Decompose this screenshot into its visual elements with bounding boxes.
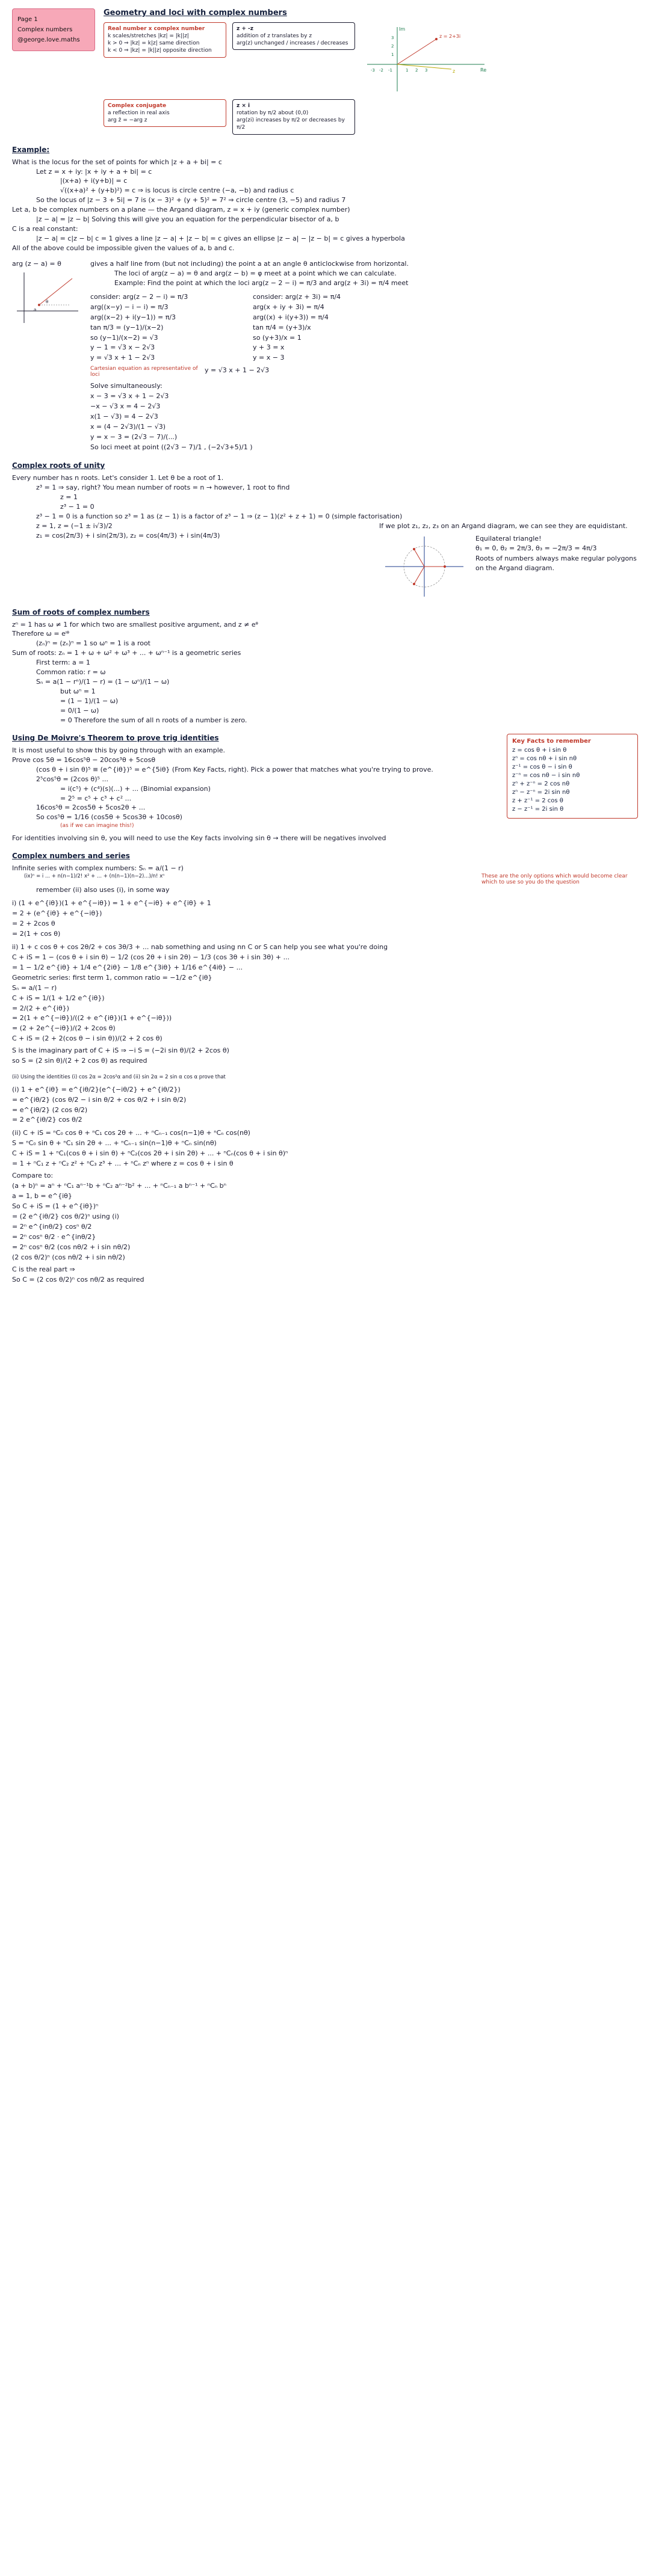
example-locus-line-1: |(x+a) + i(y+b)| = c	[60, 177, 128, 185]
fin-16: (2 cos θ/2)ⁿ (cos nθ/2 + i sin nθ/2)	[12, 1253, 125, 1261]
svg-text:2: 2	[415, 68, 418, 73]
svg-text:1: 1	[391, 52, 394, 57]
definition-row-2	[104, 99, 638, 135]
example-locus-line-2: √((x+a)² + (y+b)²) = c ⇒ is locus is circle centre (−a, −b) and radius c	[60, 186, 294, 195]
arg-left-0: consider: arg(z − 2 − i) = π/3	[90, 292, 188, 301]
section-roots-unity	[12, 461, 638, 600]
dm-8: (as if we can imagine this!)	[60, 823, 134, 829]
ss-10: = 2/(2 + e^{iθ})	[12, 1004, 69, 1012]
nav-item-handle[interactable]: @george.love.maths	[17, 37, 80, 43]
fin-14: = 2ⁿ cosⁿ θ/2 · e^{inθ/2}	[12, 1232, 96, 1241]
section-final	[12, 1074, 638, 1303]
def-translation: z + -z addition of z translates by z arg(z) unchanged / increases / decreases	[232, 22, 355, 50]
sim-1: x − 3 = √3 x + 1 − 2√3	[90, 392, 169, 401]
page-title: Geometry and loci with complex numbers	[104, 8, 287, 17]
sr-9: = 0/(1 − ω)	[60, 706, 99, 715]
key-fact-item: z = cos θ + i sin θ	[512, 746, 567, 754]
svg-text:-3: -3	[371, 68, 375, 73]
header	[0, 0, 650, 135]
ss-15: so S = (2 sin θ)/(2 + 2 cos θ) as required	[12, 1057, 147, 1065]
sr-4: First term: a = 1	[36, 659, 90, 667]
key-facts-box	[507, 734, 638, 819]
example-locus-line-6: C is a real constant:	[12, 225, 78, 233]
ru-1: z³ = 1 ⇒ say, right? You mean number of roots = n → however, 1 root to find	[36, 483, 290, 491]
arg-locus-left-col	[90, 292, 247, 364]
svg-text:-1: -1	[388, 68, 392, 73]
argand-svg	[361, 22, 491, 94]
svg-text:Im: Im	[399, 26, 406, 32]
fin-13: = 2ⁿ e^{inθ/2} cosⁿ θ/2	[12, 1222, 92, 1231]
dm-2: (cos θ + i sin θ)⁵ ≡ (e^{iθ})⁵ = e^{5iθ} (From Key Facts, right). Pick a power that matches what you're trying to prove.	[36, 765, 433, 773]
ss-9: C + iS = 1/(1 + 1/2 e^{iθ})	[12, 994, 105, 1002]
def-conjugate: Complex conjugate a reflection in real axis arg z̄ = −arg z	[104, 99, 226, 127]
def-multiply-i: z × i rotation by π/2 about (0,0) arg(zi) increases by π/2 or decreases by π/2	[232, 99, 355, 135]
arg-locus-heading: arg (z − a) = θ	[12, 259, 61, 268]
fin-11: So C + iS = (1 + e^{iθ})ⁿ	[12, 1202, 99, 1210]
ss-12: = (2 + 2e^{−iθ})/(2 + 2cos θ)	[12, 1024, 116, 1033]
example-locus-line-0: Let z = x + iy: |x + iy + a + bi| = c	[36, 167, 152, 176]
arg-locus-line-0: gives a half line from (but not including) the point a at an angle θ anticlockwise from horizontal.	[90, 259, 409, 268]
arg-left-6: y = √3 x + 1 − 2√3	[90, 354, 155, 362]
arg-right-5: y + 3 = x	[253, 343, 285, 352]
dm-1: Prove cos 5θ = 16cos⁵θ − 20cos³θ + 5cosθ	[12, 755, 156, 764]
key-fact-item: z⁻ⁿ = cos nθ − i sin nθ	[512, 772, 580, 779]
example-locus-line-3: So the locus of |z − 3 + 5i| = 7 is (x − 3)² + (y + 5)² = 7² ⇒ circle centre (3, −5) and radius 7	[36, 196, 346, 204]
ss-3: = 2(1 + cos θ)	[12, 929, 61, 938]
series-title: Complex numbers and series	[12, 852, 130, 861]
definition-row	[104, 22, 638, 94]
arg-right-4: so (y+3)/x = 1	[253, 333, 302, 342]
dm-5: = 2⁵ = c⁵ + c³ + c² ...	[60, 794, 132, 802]
svg-text:θ: θ	[46, 299, 49, 304]
svg-text:Re: Re	[480, 67, 487, 73]
section-series	[12, 852, 638, 1066]
ru-6: z₁ = cos(2π/3) + i sin(2π/3), z₂ = cos(4π/3) + i sin(4π/3)	[36, 531, 220, 539]
svg-text:2: 2	[391, 44, 394, 49]
ru-8: Equilateral triangle!	[475, 534, 542, 543]
ru-10: Roots of numbers always make regular polygons on the Argand diagram.	[475, 555, 637, 573]
sim-3: x(1 − √3) = 4 − 2√3	[90, 413, 158, 421]
fin-18: So C = (2 cos θ/2)ⁿ cos nθ/2 as required	[12, 1275, 144, 1283]
fin-6: C + iS = 1 + ⁿC₁(cos θ + i sin θ) + ⁿC₂(cos 2θ + i sin 2θ) + ... + ⁿCₙ(cos θ + i sin θ)ⁿ	[12, 1149, 288, 1158]
fin-7: = 1 + ⁿC₁ z + ⁿC₂ z² + ⁿC₃ z³ + ... + ⁿCₙ zⁿ where z = cos θ + i sin θ	[12, 1160, 234, 1168]
svg-text:z: z	[453, 69, 456, 74]
ru-4: z³ − 1 = 0 is a function so z³ = 1 as (z − 1) is a factor of z³ − 1 ⇒ (z − 1)(z² + z + 1) = 0 (simple factorisation)	[36, 512, 403, 520]
sim-4: x = (4 − 2√3)/(1 − √3)	[90, 423, 166, 431]
sr-3: Sum of roots: zₙ = 1 + ω + ω² + ω³ + ... + ωⁿ⁻¹ is a geometric series	[12, 649, 241, 657]
svg-text:a: a	[34, 307, 37, 312]
example-locus-line-5: |z − a| = |z − b| Solving this will give you an equation for the perpendicular bisector of a, b	[36, 215, 339, 224]
arg-right-3: tan π/4 = (y+3)/x	[253, 323, 311, 331]
dm-0: It is most useful to show this by going through with an example.	[12, 746, 226, 754]
ser-1: (ix)ⁿ = i ... + n(n−1)/2! x² + ... + (n(n−1)(n−2)...)/n! xⁿ	[24, 873, 165, 880]
header-definitions	[104, 8, 638, 135]
sr-0: zⁿ = 1 has ω ≠ 1 for which two are smallest positive argument, and z ≠ eᶿ	[12, 620, 259, 629]
key-fact-item: z + z⁻¹ = 2 cos θ	[512, 797, 563, 804]
sr-5: Common ratio: r = ω	[36, 668, 106, 677]
ser-note: These are the only options which would become clear which to use so you do the question	[481, 873, 628, 886]
arg-locus-diagram	[12, 259, 84, 326]
arg-left-5: y − 1 = √3 x − 2√3	[90, 343, 155, 352]
dm-6: 16cos⁵θ = 2cos5θ + 5cos2θ + ...	[36, 804, 146, 812]
arg-locus-right-col	[253, 292, 409, 364]
fin-8: Compare to:	[12, 1172, 54, 1180]
svg-text:1: 1	[406, 68, 409, 73]
example-locus-line-8: All of the above could be impossible given the values of a, b and c.	[12, 244, 235, 252]
fin-9: (a + b)ⁿ = aⁿ + ⁿC₁ aⁿ⁻¹b + ⁿC₂ aⁿ⁻²b² + ... + ⁿCₙ₋₁ a bⁿ⁻¹ + ⁿCₙ bⁿ	[12, 1182, 227, 1190]
final-title: (ii) Using the identities (i) cos 2α = 2cos²α and (ii) sin 2α = 2 sin α cos α prove that	[12, 1074, 226, 1081]
ser-3: remember (ii) also uses (i), in some way	[36, 886, 170, 894]
sr-10: = 0 Therefore the sum of all n roots of a number is zero.	[60, 716, 247, 724]
argand-diagram-header	[361, 22, 491, 94]
ss-7: Geometric series: first term 1, common ratio = −1/2 e^{iθ}	[12, 973, 212, 982]
fin-2: = e^{iθ/2} (2 cos θ/2)	[12, 1105, 88, 1114]
fin-1: = e^{iθ/2} (cos θ/2 − i sin θ/2 + cos θ/2 + i sin θ/2)	[12, 1095, 187, 1104]
arg-left-3: tan π/3 = (y−1)/(x−2)	[90, 323, 164, 331]
ru-7: If we plot z₁, z₂, z₃ on an Argand diagram, we can see they are equidistant.	[379, 521, 628, 530]
dm-3: 2⁵cos⁵θ = (2cos θ)⁵ ...	[36, 775, 108, 783]
ss-1: = 2 + (e^{iθ} + e^{−iθ})	[12, 909, 102, 918]
fin-17: C is the real part ⇒	[12, 1265, 75, 1273]
cartesian-eq: y = √3 x + 1 − 2√3	[205, 366, 270, 375]
simultaneous-block	[90, 381, 638, 452]
ser-0: Infinite series with complex numbers: Sₙ = a/(1 − r)	[12, 864, 184, 873]
section-arg-locus	[12, 259, 638, 453]
ss-2: = 2 + 2cos θ	[12, 920, 55, 928]
half-line-diagram-svg	[12, 269, 81, 326]
fin-12: = (2 e^{iθ/2} cos θ/2)ⁿ using (i)	[12, 1212, 119, 1220]
key-fact-item: zⁿ − z⁻ⁿ = 2i sin nθ	[512, 788, 570, 796]
ru-0: Every number has n roots. Let's consider 1. Let θ be a root of 1.	[12, 473, 224, 482]
svg-text:z = 2+3i: z = 2+3i	[439, 34, 461, 39]
section-demoivre	[12, 734, 638, 843]
demoivre-title: Using De Moivre's Theorem to prove trig identities	[12, 733, 219, 742]
sr-2: (zₙ)ⁿ = (zₙ)ⁿ = 1 so ωⁿ = 1 is a root	[36, 639, 150, 648]
example-locus-lead: What is the locus for the set of points for which |z + a + bi| = c	[12, 158, 222, 166]
dm-4: = i(c⁵) + (c⁴)(s)(...) + ... (Binomial expansion)	[60, 784, 211, 793]
svg-text:3: 3	[391, 35, 394, 40]
section-example-locus	[12, 146, 638, 253]
section-sum-roots	[12, 608, 638, 725]
cartesian-note: Cartesian equation as representative of loci	[90, 366, 198, 378]
sim-0: Solve simultaneously:	[90, 382, 162, 390]
arg-locus-line-1: The loci of arg(z − a) = θ and arg(z − b) = φ meet at a point which we can calculate.	[114, 269, 397, 277]
fin-5: S = ⁿC₀ sin θ + ⁿC₁ sin 2θ + ... + ⁿCₙ₋₁ sin(n−1)θ + ⁿCₙ sin(nθ)	[12, 1139, 217, 1148]
roots-argand-svg	[379, 533, 469, 600]
svg-text:3: 3	[425, 68, 428, 73]
key-fact-item: z⁻¹ = cos θ − i sin θ	[512, 763, 572, 770]
ru-2: z = 1	[60, 493, 78, 501]
fin-4: (ii) C + iS = ⁿC₀ cos θ + ⁿC₁ cos 2θ + ... + ⁿCₙ₋₁ cos(n−1)θ + ⁿCₙ cos(nθ)	[12, 1129, 250, 1137]
example-locus-line-4: Let a, b be complex numbers on a plane — the Argand diagram, z = x + iy (generic complex number)	[12, 206, 350, 214]
arg-locus-line-2: Example: Find the point at which the loci arg(z − 2 − i) = π/3 and arg(z + 3i) = π/4 meet	[114, 278, 409, 287]
ss-4: ii) 1 + c cos θ + cos 2θ/2 + cos 3θ/3 + ... nab something and using nn C or S can help you see what you're doing	[12, 942, 388, 951]
ru-5: z = 1, z = (−1 ± i√3)/2	[36, 521, 113, 530]
sim-5: y = x − 3 = (2√3 − 7)/(...)	[90, 433, 178, 441]
sr-6: Sₙ = a(1 − rⁿ)/(1 − r) = (1 − ωⁿ)/(1 − ω)	[36, 678, 170, 686]
ss-13: C + iS = (2 + 2(cos θ − i sin θ))/(2 + 2 cos θ)	[12, 1034, 162, 1043]
ss-0: i) (1 + e^{iθ})(1 + e^{−iθ}) = 1 + e^{−iθ} + e^{iθ} + 1	[12, 899, 211, 908]
key-fact-item: zⁿ = cos nθ + i sin nθ	[512, 755, 577, 762]
fin-3: = 2 e^{iθ/2} cos θ/2	[12, 1116, 82, 1124]
def-real-times-complex: Real number x complex number k scales/stretches |kz| = |k||z| k > 0 ⇒ |kz| = k|z| same direction k < 0 ⇒ |kz| = |k||z| opposite direction	[104, 22, 226, 58]
ss-6: = 1 − 1/2 e^{iθ} + 1/4 e^{2iθ} − 1/8 e^{3iθ} + 1/16 e^{4iθ} − ...	[12, 963, 243, 971]
key-fact-item: z − z⁻¹ = 2i sin θ	[512, 805, 564, 813]
nav-panel[interactable]	[12, 8, 95, 51]
dm-9: For identities involving sin θ, you will need to use the Key facts involving sin θ → there will be negatives involved	[12, 834, 386, 843]
key-facts-title: Key Facts to remember	[512, 737, 591, 745]
ru-3: z³ − 1 = 0	[60, 502, 94, 511]
sim-6: So loci meet at point ((2√3 − 7)/1 , (−2√3+5)/1 )	[90, 443, 253, 451]
arg-left-4: so (y−1)/(x−2) = √3	[90, 333, 158, 342]
sim-2: −x − √3 x = 4 − 2√3	[90, 402, 161, 411]
roots-unity-title: Complex roots of unity	[12, 461, 105, 470]
sr-8: = (1 − 1)/(1 − ω)	[60, 697, 119, 705]
ss-8: Sₙ = a/(1 − r)	[12, 983, 57, 992]
arg-right-1: arg(x + iy + 3i) = π/4	[253, 303, 324, 311]
ru-9: θ₁ = 0, θ₂ = 2π/3, θ₃ = −2π/3 = 4π/3	[475, 544, 597, 553]
sr-7: but ωⁿ = 1	[60, 687, 96, 696]
arg-left-2: arg((x−2) + i(y−1)) = π/3	[90, 313, 176, 321]
nav-item-page1[interactable]: Page 1	[17, 16, 38, 23]
fin-10: a = 1, b = e^{iθ}	[12, 1192, 72, 1200]
example-locus-title: Example:	[12, 145, 50, 154]
ss-5: C + iS = 1 − (cos θ + i sin θ) − 1/2 (cos 2θ + i sin 2θ) − 1/3 (cos 3θ + i sin 3θ) + ...	[12, 953, 290, 961]
arg-right-2: arg((x) + i(y+3)) = π/4	[253, 313, 329, 321]
fin-0: (i) 1 + e^{iθ} = e^{iθ/2}(e^{−iθ/2} + e^{iθ/2})	[12, 1085, 181, 1093]
arg-left-1: arg((x−y) − i − i) = π/3	[90, 303, 169, 311]
svg-text:-2: -2	[379, 68, 383, 73]
key-fact-item: zⁿ + z⁻ⁿ = 2 cos nθ	[512, 780, 570, 787]
nav-item-complex-numbers[interactable]: Complex numbers	[17, 26, 73, 33]
fin-15: = 2ⁿ cosⁿ θ/2 (cos nθ/2 + i sin nθ/2)	[12, 1243, 131, 1251]
dm-7: So cos⁵θ = 1/16 (cos5θ + 5cos3θ + 10cosθ)	[36, 813, 182, 822]
ss-14: S is the imaginary part of C + iS ⇒ −i S = (−2i sin θ)/(2 + 2cos θ)	[12, 1047, 229, 1055]
sr-1: Therefore ω = eⁱᶿ	[12, 630, 70, 638]
arg-right-6: y = x − 3	[253, 354, 285, 362]
arg-right-0: consider: arg(z + 3i) = π/4	[253, 292, 341, 301]
sum-roots-title: Sum of roots of complex numbers	[12, 607, 150, 616]
example-locus-line-7: |z − a| = c|z − b| c = 1 gives a line |z − a| + |z − b| = c gives an ellipse |z − a| − |z − b| = c gives a hyperbola	[36, 235, 405, 243]
ss-11: = 2(1 + e^{−iθ})/((2 + e^{iθ})(1 + e^{−iθ}))	[12, 1014, 172, 1022]
series-steps	[12, 899, 638, 1066]
